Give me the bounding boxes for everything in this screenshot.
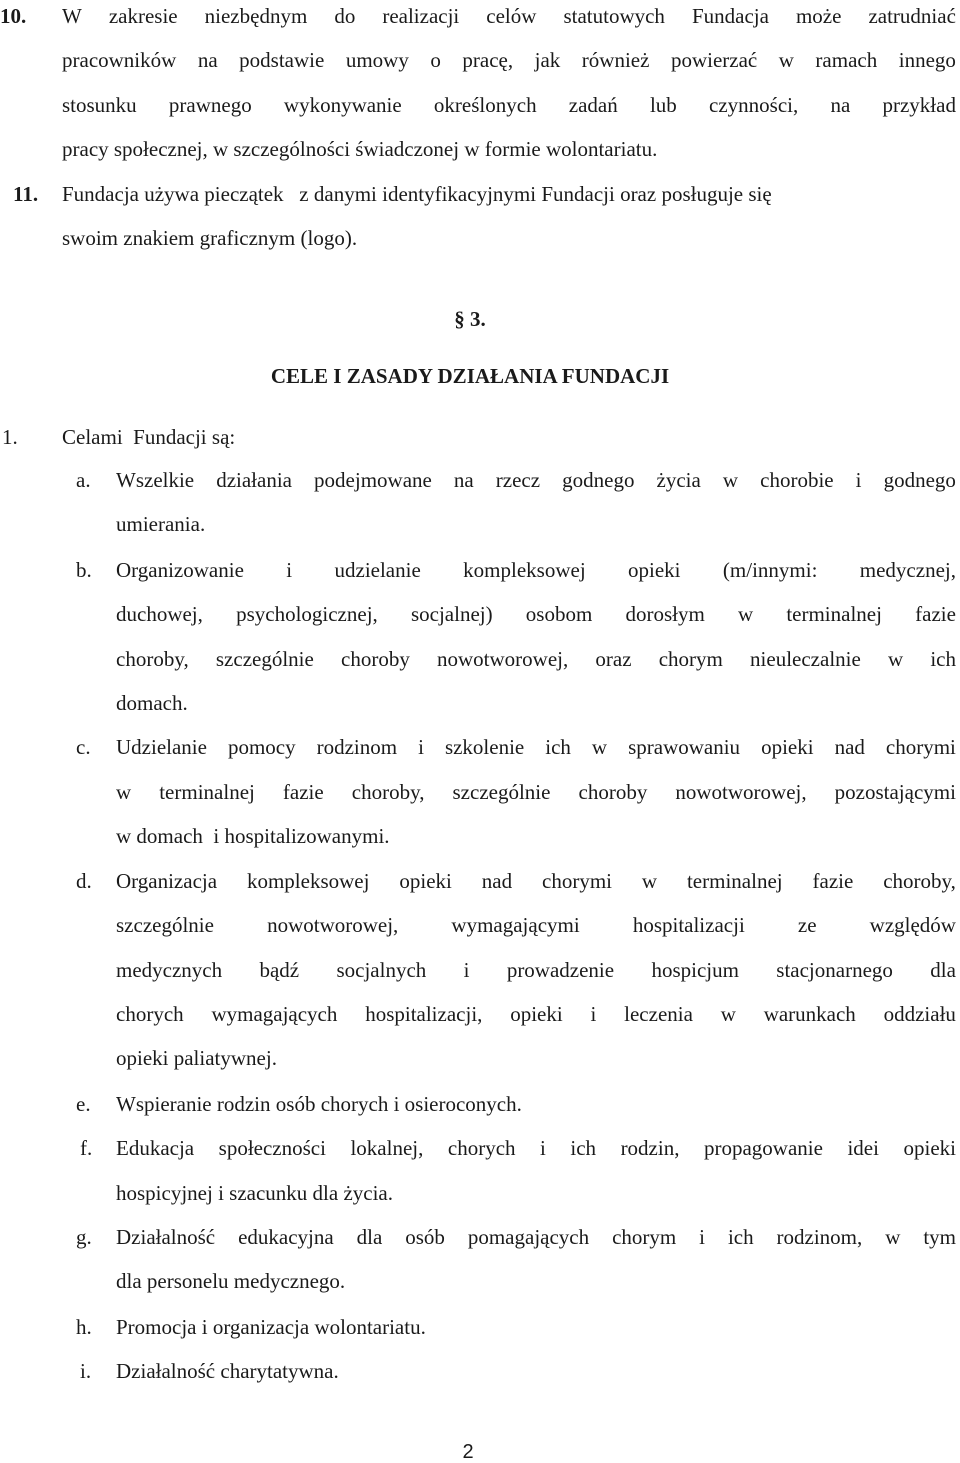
list-item-line: hospicyjnej i szacunku dla życia. [116,1181,393,1205]
word: stosunku [62,93,137,117]
word: opieki [510,1002,563,1026]
word: zadań [568,93,618,117]
word: chorymi [542,869,612,893]
list-item-line [116,649,956,670]
word: oraz [595,647,632,671]
list-item-line [116,1138,956,1159]
word: leczenia [624,1002,693,1026]
list-item-line [116,737,956,758]
word: pomagających [467,1225,590,1249]
paragraph-11-line: Fundacja używa pieczątek z danymi identyfikacyjnymi Fundacji oraz posługuje się [62,182,772,206]
word: Działalność [116,1225,216,1249]
word: sprawowaniu [628,735,741,759]
word: i [855,468,862,492]
word: udzielanie [334,558,421,582]
word: godnego [562,468,635,492]
word: jak [534,48,561,72]
word: szczególnie [116,913,214,937]
word: i [540,1136,546,1160]
word: ich [545,735,571,759]
word: w [887,647,904,671]
word: nieuleczalnie [750,647,861,671]
list-item-line [116,1004,956,1025]
word: stacjonarnego [776,958,893,982]
word: o [430,48,441,72]
word: rodzinom, [776,1225,863,1249]
list-item-line: Promocja i organizacja wolontariatu. [116,1315,426,1339]
word: lub [649,93,677,117]
page-number: 2 [462,1441,474,1463]
word: ramach [815,48,878,72]
word: na [453,468,474,492]
word: W [62,4,82,28]
word: ich [570,1136,597,1160]
paragraph-10-line [62,95,956,116]
word: podstawie [239,48,325,72]
word: społeczności [218,1136,326,1160]
word: podejmowane [314,468,432,492]
word: i [699,1225,705,1249]
word: statutowych [563,4,665,28]
word: Organizowanie [116,558,244,582]
word: fazie [812,869,854,893]
word: terminalnej [686,869,783,893]
word: działania [216,468,292,492]
list-item-line [116,470,956,491]
word: hospitalizacji, [365,1002,483,1026]
word: Fundacja [691,4,769,28]
word: zakresie [108,4,178,28]
word: kompleksowej [246,869,370,893]
list-item-letter: d. [76,869,92,893]
list-item-line: opieki paliatywnej. [116,1046,277,1070]
word: fazie [915,602,956,626]
word: rzecz [495,468,541,492]
paragraph-11-line: swoim znakiem graficznym (logo). [62,226,358,250]
paragraph-10-line [62,6,956,27]
word: oddziału [883,1002,956,1026]
word: w [720,1002,736,1026]
word: opieki [628,558,681,582]
word: innego [898,48,956,72]
word: w [778,48,794,72]
word: terminalnej [786,602,882,626]
list-item-letter: f. [80,1136,93,1160]
goals-intro: Celami Fundacji są: [62,425,236,449]
list-item-line [116,915,956,936]
word: psychologicznej, [236,602,378,626]
word: może [795,4,842,28]
word: hospitalizacji [632,913,745,937]
word: medycznych [116,958,223,982]
word: realizacji [382,4,460,28]
list-item-line [116,871,956,892]
word: socjalnej) [410,602,493,626]
list-item-line: Działalność charytatywna. [116,1359,339,1383]
word: w [885,1225,901,1249]
paragraph-number-11: 11. [13,182,39,206]
paragraph-number-10: 10. [0,4,27,28]
list-item-letter: g. [76,1225,92,1249]
list-item-line: dla personelu medycznego. [116,1269,346,1293]
word: zatrudniać [868,4,956,28]
word: tym [923,1225,956,1249]
word: medycznej, [859,558,956,582]
word: i [463,958,470,982]
word: życia [656,468,701,492]
word: wykonywanie [283,93,402,117]
word: nowotworowej, [437,647,569,671]
word: choroby, [116,647,189,671]
word: do [334,4,356,28]
word: prawnego [168,93,252,117]
word: propagowanie [703,1136,823,1160]
list-item-line [116,1227,956,1248]
word: kompleksowej [463,558,586,582]
word: nowotworowej, [675,780,807,804]
word: lokalnej, [350,1136,424,1160]
word: opieki [903,1136,956,1160]
word: Udzielanie [116,735,207,759]
word: bądź [259,958,300,982]
word: wymagającymi [451,913,580,937]
word: warunkach [763,1002,856,1026]
word: terminalnej [159,780,255,804]
word: umowy [345,48,409,72]
section-number: § 3. [454,307,486,331]
word: ich [930,647,956,671]
list-item-letter: a. [76,468,91,492]
word: i [590,1002,597,1026]
word: i [286,558,293,582]
list-item-line: domach. [116,691,188,715]
word: szczególnie [452,780,551,804]
word: ich [727,1225,754,1249]
paragraph-10-line: pracy społecznej, w szczególności świadczonej w formie wolontariatu. [62,137,658,161]
word: szkolenie [444,735,525,759]
word: chorych [116,1002,184,1026]
word: w [591,735,608,759]
word: chorych [447,1136,516,1160]
word: osobom [525,602,593,626]
word: dla [930,958,956,982]
word: na [197,48,218,72]
section-title: CELE I ZASADY DZIAŁANIA FUNDACJI [270,364,670,388]
word: pracę, [462,48,514,72]
word: czynności, [709,93,799,117]
word: godnego [883,468,956,492]
word: rodzinom [316,735,398,759]
word: na [830,93,851,117]
list-item-letter: c. [76,735,91,759]
word: duchowej, [116,602,203,626]
word: chorym [658,647,723,671]
list-item-line [116,560,956,581]
word: określonych [433,93,537,117]
word: pomocy [227,735,296,759]
word: w [737,602,754,626]
list-item-line: w domach i hospitalizowanymi. [116,824,390,848]
word: nad [481,869,513,893]
word: hospicjum [651,958,739,982]
word: osób [405,1225,445,1249]
word: socjalnych [336,958,427,982]
word: choroby, [351,780,425,804]
goals-number: 1. [2,425,18,449]
word: edukacyjna [238,1225,334,1249]
word: Organizacja [116,869,218,893]
list-item-letter: i. [80,1359,92,1383]
word: (m/innymi: [722,558,818,582]
word: przykład [882,93,956,117]
list-item-line [116,604,956,625]
list-item-line [116,960,956,981]
word: ze [797,913,817,937]
word: również [581,48,650,72]
word: chorym [612,1225,677,1249]
word: powierzać [670,48,758,72]
word: w [722,468,739,492]
word: prowadzenie [506,958,615,982]
word: względów [869,913,956,937]
word: pracowników [62,48,177,72]
word: w [641,869,658,893]
word: w [116,780,132,804]
word: dorosłym [625,602,705,626]
word: opieki [399,869,452,893]
word: nad [834,735,865,759]
list-item-letter: h. [76,1315,92,1339]
word: pozostającymi [834,780,956,804]
word: Edukacja [116,1136,195,1160]
list-item-letter: b. [76,558,92,582]
word: chorymi [885,735,956,759]
word: fazie [282,780,324,804]
word: wymagających [211,1002,338,1026]
word: niezbędnym [204,4,308,28]
word: choroby, [883,869,956,893]
word: chorobie [760,468,834,492]
word: choroby [578,780,648,804]
word: nowotworowej, [267,913,399,937]
paragraph-10-line [62,50,956,71]
list-item-line: Wspieranie rodzin osób chorych i osieroconych. [116,1092,522,1116]
list-item-line [116,782,956,803]
list-item-line: umierania. [116,512,206,536]
word: Wszelkie [116,468,195,492]
word: szczególnie [215,647,314,671]
word: choroby [341,647,410,671]
list-item-letter: e. [76,1092,91,1116]
word: i [418,735,424,759]
word: idei [847,1136,879,1160]
word: celów [486,4,537,28]
word: dla [356,1225,383,1249]
word: rodzin, [620,1136,680,1160]
word: opieki [761,735,814,759]
